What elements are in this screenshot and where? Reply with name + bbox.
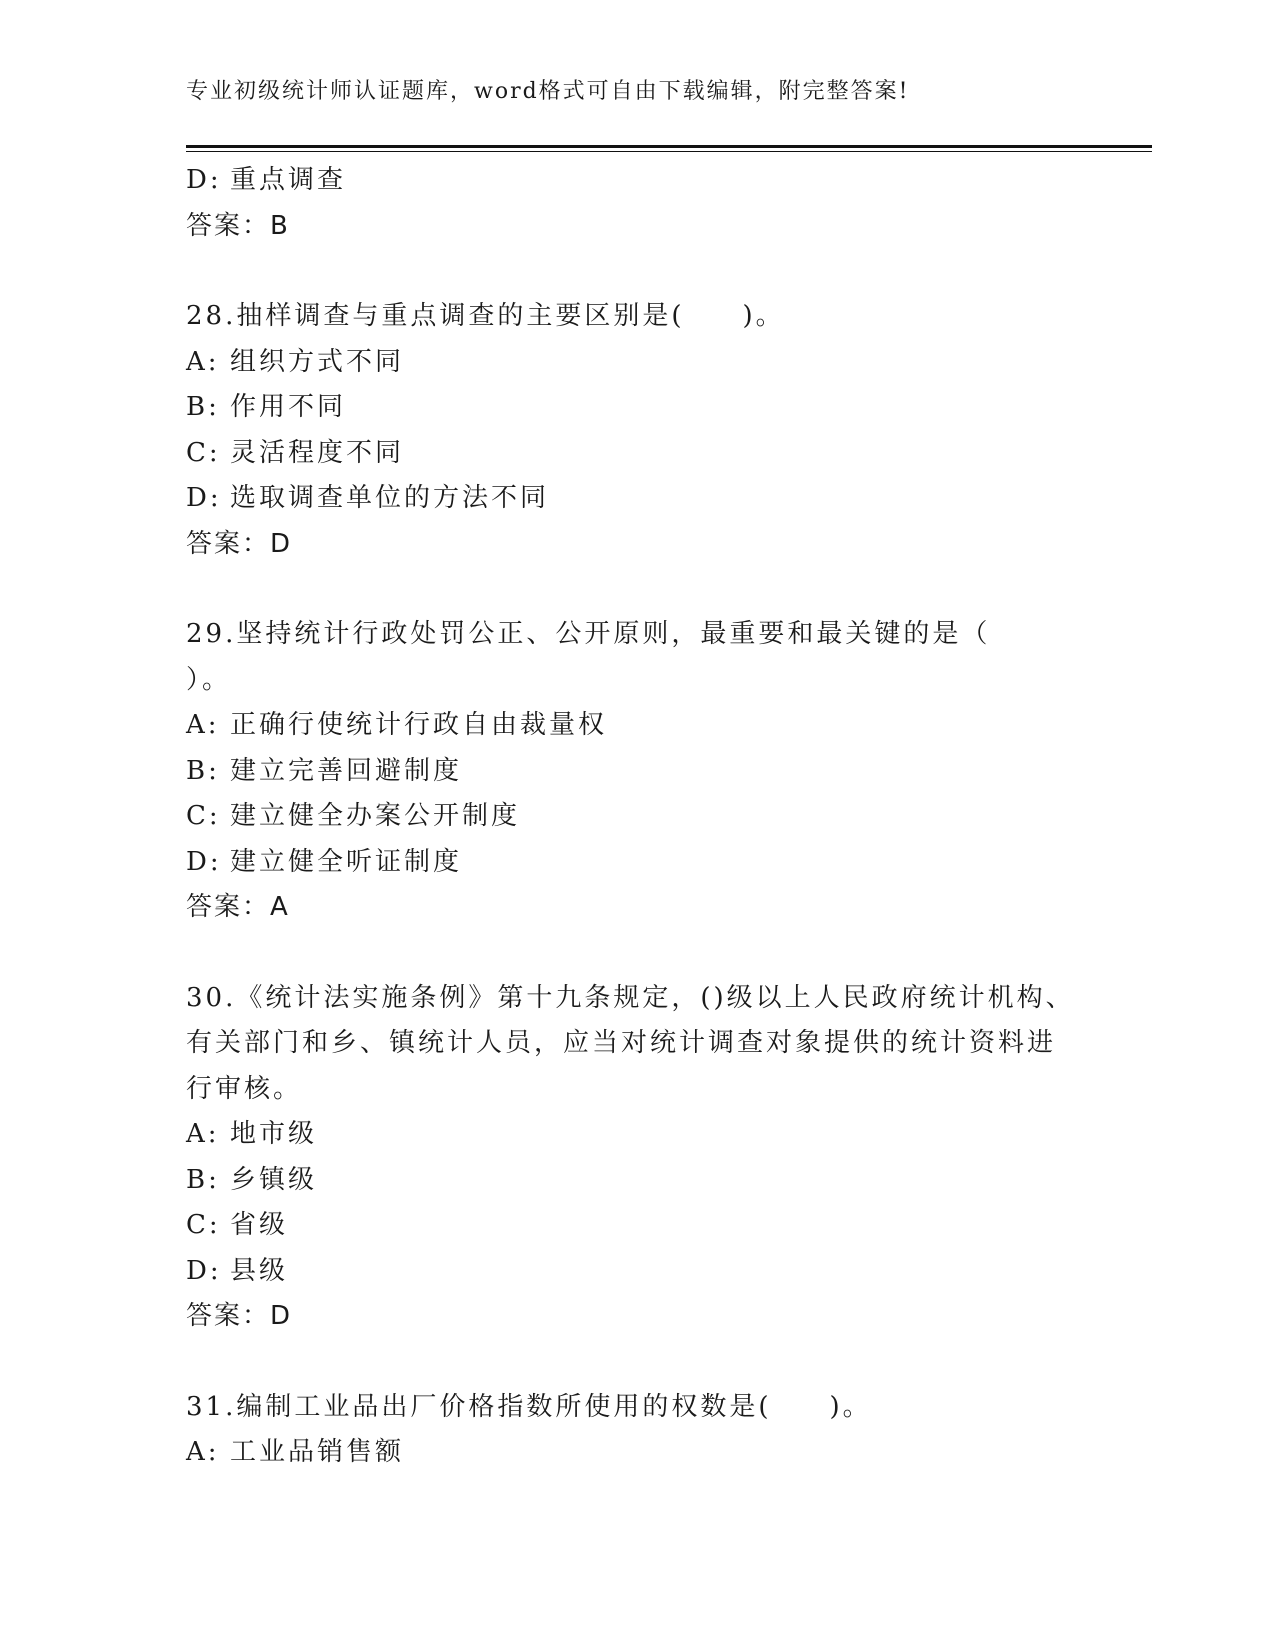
question-30 (186, 976, 1086, 1340)
option-text: 组织方式不同 (230, 346, 405, 377)
answer-line: 答案：D (186, 528, 293, 559)
header-divider (186, 145, 1152, 148)
question-stem: 30.《统计法实施条例》第十九条规定，()级以上人民政府统计机构、 (186, 982, 1075, 1013)
option-label: C: (186, 1210, 221, 1240)
option-text: 乡镇级 (230, 1164, 318, 1195)
option-text: 建立健全办案公开制度 (230, 801, 521, 831)
option-row (186, 840, 1086, 886)
option-row (186, 158, 1086, 204)
option-label: D: (186, 483, 222, 513)
option-label: C: (186, 801, 221, 831)
option-row (186, 476, 1086, 522)
option-text: 正确行使统计行政自由裁量权 (230, 710, 608, 740)
option-text: 县级 (230, 1255, 289, 1286)
option-row (186, 1249, 1086, 1295)
option-text: 作用不同 (230, 392, 347, 422)
answer-line: 答案：B (186, 210, 290, 241)
option-text: 省级 (230, 1210, 289, 1240)
question-31 (186, 1385, 1086, 1476)
question-stem: 29.坚持统计行政处罚公正、公开原则，最重要和最关键的是（ (186, 619, 991, 649)
question-stem-continued: 有关部门和乡、镇统计人员，应当对统计调查对象提供的统计资料进 (186, 1028, 1057, 1058)
option-text: 重点调查 (230, 165, 347, 195)
page-header: 专业初级统计师认证题库，word格式可自由下载编辑，附完整答案! (186, 79, 910, 104)
option-label: A: (186, 1437, 220, 1467)
option-label: D: (186, 165, 222, 195)
answer-line: 答案：A (186, 892, 290, 922)
option-row (186, 385, 1086, 431)
option-label: A: (186, 1119, 220, 1149)
question-stem-continued: 行审核。 (186, 1073, 303, 1104)
option-row (186, 1158, 1086, 1204)
option-text: 地市级 (230, 1119, 318, 1149)
option-label: B: (186, 392, 220, 422)
option-text: 建立健全听证制度 (230, 846, 463, 877)
option-text: 灵活程度不同 (230, 437, 405, 468)
option-text: 工业品销售额 (230, 1437, 405, 1467)
option-row (186, 1112, 1086, 1158)
question-stem: 31.编制工业品出厂价格指数所使用的权数是( )。 (186, 1391, 872, 1422)
option-row (186, 431, 1086, 477)
option-text: 选取调查单位的方法不同 (230, 483, 550, 513)
option-row (186, 1203, 1086, 1249)
spacer (186, 567, 1086, 612)
option-label: B: (186, 755, 220, 786)
option-label: D: (186, 1255, 222, 1286)
option-row (186, 703, 1086, 749)
option-row (186, 794, 1086, 840)
option-label: A: (186, 346, 220, 377)
question-list (186, 158, 1086, 1476)
option-label: A: (186, 710, 220, 740)
option-label: B: (186, 1164, 220, 1195)
question-stem-continued: ）。 (186, 664, 232, 695)
option-row (186, 749, 1086, 795)
question-28 (186, 294, 1086, 567)
spacer (186, 249, 1086, 294)
spacer (186, 1340, 1086, 1385)
option-label: C: (186, 437, 221, 468)
spacer (186, 931, 1086, 976)
question-stem: 28.抽样调查与重点调查的主要区别是( )。 (186, 301, 785, 331)
option-row (186, 340, 1086, 386)
header-divider-thin (186, 151, 1152, 152)
option-row (186, 1430, 1086, 1476)
option-label: D: (186, 846, 222, 877)
option-text: 建立完善回避制度 (230, 755, 463, 786)
question-29 (186, 612, 1086, 931)
answer-line: 答案：D (186, 1301, 293, 1331)
